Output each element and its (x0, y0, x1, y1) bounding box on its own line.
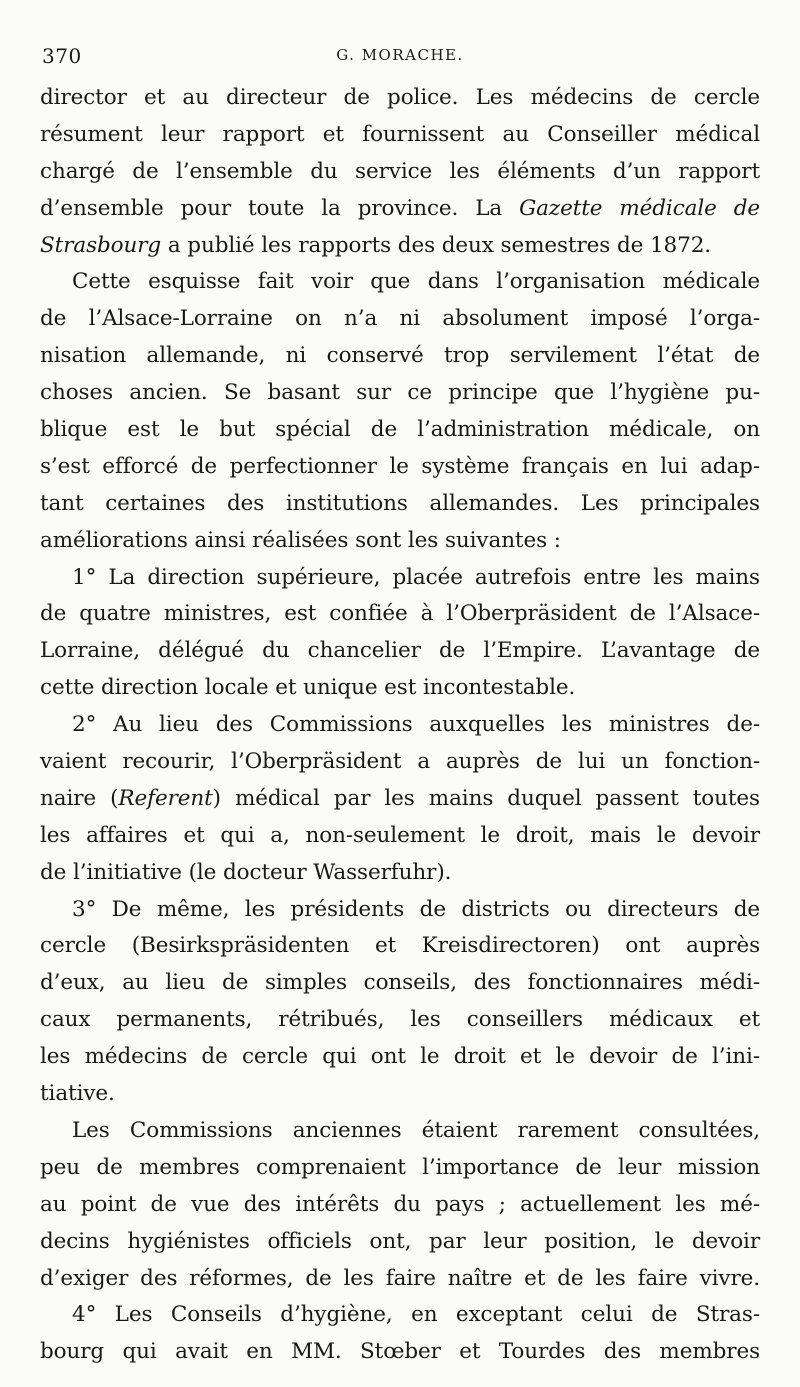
text-line: résument leur rapport et fournissent au Conseiller médical (40, 121, 760, 147)
text-line: chargé de l’ensemble du service les éléments d’un rapport (40, 158, 760, 184)
text-line: tant certaines des institutions allemandes. Les principales (40, 490, 760, 516)
text-line: blique est le but spécial de l’administration médicale, on (40, 417, 760, 443)
text-line: cercle (Besirkspräsidenten et Kreisdirectoren) ont auprès (40, 933, 760, 959)
italic-text: Gazette médicale de (519, 195, 761, 221)
text-run: a publié les rapports des deux semestres de 1872. (161, 232, 712, 258)
italic-text: Strasbourg (40, 232, 162, 258)
text-line: 3° De même, les présidents de districts ou directeurs de (72, 896, 760, 922)
text-line: vaient recourir, l’Oberpräsident a auprès de lui un fonction- (40, 749, 760, 775)
text-line: Cette esquisse fait voir que dans l’organisation médicale (72, 269, 760, 295)
running-title-author: G. MORACHE. (336, 46, 464, 64)
running-header (40, 38, 760, 74)
text-run: d’ensemble pour toute la province. La (40, 195, 520, 221)
text-line (40, 191, 760, 228)
text-line: de l’Alsace-Lorraine on n’a ni absolument imposé l’orga- (40, 306, 760, 332)
text-line: au point de vue des intérêts du pays ; actuellement les mé- (40, 1191, 760, 1217)
text-line: choses ancien. Se basant sur ce principe que l’hygiène pu- (40, 380, 760, 406)
text-run: naire ( (40, 785, 119, 811)
body-text (40, 80, 760, 1371)
text-line: de quatre ministres, est confiée à l’Oberpräsident de l’Alsace- (40, 601, 760, 627)
text-run: ) médical par les mains duquel passent toutes (212, 785, 760, 811)
text-line: s’est efforcé de perfectionner le système français en lui adap- (40, 453, 760, 479)
text-line: d’exiger des réformes, de les faire naître et de les faire vivre. (40, 1265, 760, 1291)
text-line: nisation allemande, ni conservé trop servilement l’état de (40, 343, 760, 369)
text-line (40, 228, 760, 265)
page-number: 370 (42, 44, 82, 68)
text-line: 4° Les Conseils d’hygiène, en exceptant celui de Stras- (72, 1302, 760, 1328)
text-line (40, 781, 760, 818)
text-line: Lorraine, délégué du chancelier de l’Empire. L’avantage de (40, 638, 760, 664)
text-line: decins hygiénistes officiels ont, par leur position, le devoir (40, 1228, 760, 1254)
text-line: cette direction locale et unique est incontestable. (40, 675, 576, 701)
text-line: améliorations ainsi réalisées sont les suivantes : (40, 527, 561, 553)
text-line: d’eux, au lieu de simples conseils, des fonctionnaires médi- (40, 970, 760, 996)
text-line: bourg qui avait en MM. Stœber et Tourdes des membres (40, 1339, 760, 1365)
text-line: de l’initiative (le docteur Wasserfuhr). (40, 859, 452, 885)
text-line: les médecins de cercle qui ont le droit et le devoir de l’ini- (40, 1044, 760, 1070)
text-line: caux permanents, rétribués, les conseillers médicaux et (40, 1007, 760, 1033)
text-line: director et au directeur de police. Les médecins de cercle (40, 85, 760, 110)
text-line: peu de membres comprenaient l’importance de leur mission (40, 1154, 760, 1180)
text-line: 1° La direction supérieure, placée autrefois entre les mains (72, 564, 760, 590)
text-line: tiative. (40, 1081, 115, 1107)
text-line: les affaires et qui a, non-seulement le droit, mais le devoir (40, 822, 760, 848)
text-line: Les Commissions anciennes étaient rarement consultées, (72, 1117, 760, 1143)
italic-text: Referent (118, 785, 213, 811)
text-line: 2° Au lieu des Commissions auxquelles les ministres de- (72, 712, 760, 738)
